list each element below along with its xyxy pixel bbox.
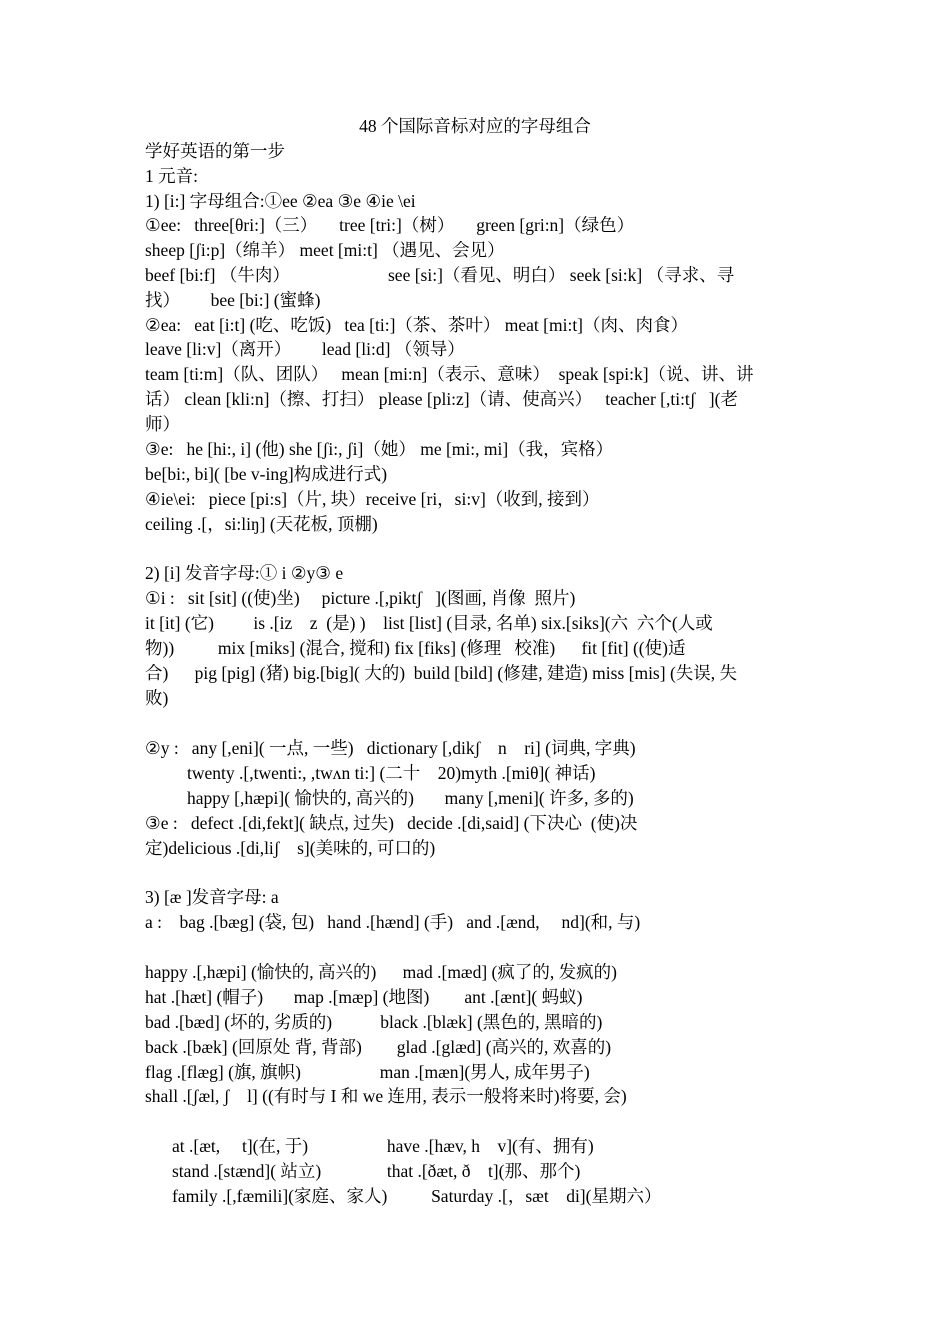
text-line: 话） clean [kli:n]（擦、打扫） please [pli:z]（请、使高兴） teacher [,ti:tʃ ](老 — [145, 389, 738, 409]
text-line: sheep [ʃi:p]（绵羊） meet [mi:t] （遇见、会见） — [145, 240, 505, 260]
text-line: at .[æt, t](在, 于) have .[hæv, h v](有、拥有) — [172, 1136, 594, 1156]
text-line: ④ie\ei: piece [pi:s]（片, 块）receive [ri，si:v]（收到, 接到） — [145, 489, 600, 509]
text-line: back .[bæk] (回原处 背, 背部) glad .[glæd] (高兴的, 欢喜的) — [145, 1037, 612, 1057]
text-line: beef [bi:f] （牛肉） — [145, 265, 290, 285]
text-line: happy .[,hæpi] (愉快的, 高兴的) mad .[mæd] (疯了的, 发疯的) — [145, 962, 617, 982]
text-line: bad .[bæd] (坏的, 劣质的) black .[blæk] (黑色的, 黑暗的) — [145, 1012, 603, 1032]
text-line: 合) pig [pig] (猪) big.[big]( 大的) build [bild] (修建, 建造) miss [mis] (失误, 失 — [145, 663, 738, 683]
text-line: shall .[ʃæl, ʃ l] ((有时与 I 和 we 连用, 表示一般将来时)将要, 会) — [145, 1086, 627, 1106]
text-line: ②ea: eat [i:t] (吃、吃饭) tea [ti:]（茶、茶叶） meat [mi:t]（肉、肉食） — [145, 315, 689, 335]
text-line: 定)delicious .[di,liʃ s](美味的, 可口的) — [145, 838, 436, 858]
text-line: ceiling .[，si:liŋ] (天花板, 顶棚) — [145, 514, 378, 534]
text-line: 2) [i] 发音字母:① i ②y③ e — [145, 563, 344, 583]
text-line: 找） bee [bi:] (蜜蜂) — [145, 290, 321, 310]
text-line: a : bag .[bæg] (袋, 包) hand .[hænd] (手) and .[ænd, nd](和, 与) — [145, 912, 641, 932]
text-line: stand .[stænd]( 站立) that .[ðæt, ð t](那、那个) — [172, 1161, 581, 1181]
text-line: 1) [i:] 字母组合:①ee ②ea ③e ④ie \ei — [145, 191, 416, 211]
text-line: ③e: he [hi:, i] (他) she [ʃi:, ʃi]（她） me [mi:, mi]（我，宾格） — [145, 439, 614, 459]
text-line: flag .[flæg] (旗, 旗帜) man .[mæn](男人, 成年男子) — [145, 1062, 590, 1082]
text-line: 1 元音: — [145, 166, 198, 186]
text-line: ①ee: three[θri:]（三） tree [tri:]（树） green [gri:n]（绿色） — [145, 215, 635, 235]
document-title: 48 个国际音标对应的字母组合 — [359, 116, 591, 136]
text-line: leave [li:v]（离开） lead [li:d] （领导） — [145, 339, 465, 359]
text-line: family .[,fæmili](家庭、家人) Saturday .[，sæt di](星期六） — [172, 1186, 662, 1206]
text-line: happy [,hæpi]( 愉快的, 高兴的) many [,meni]( 许多, 多的) — [187, 788, 634, 808]
text-line: be[bi:, bi]( [be v-ing]构成进行式) — [145, 464, 388, 484]
text-line: 3) [æ ]发音字母: a — [145, 887, 279, 907]
text-line: ②y : any [,eni]( 一点, 一些) dictionary [,dikʃ n ri] (词典, 字典) — [145, 738, 636, 758]
text-line: ①i : sit [sit] ((使)坐) picture .[,piktʃ ](图画, 肖像 照片) — [145, 588, 576, 608]
text-line: 败) — [145, 688, 169, 708]
text-line: hat .[hæt] (帽子) map .[mæp] (地图) ant .[ænt]( 蚂蚁) — [145, 987, 583, 1007]
text-line: twenty .[,twenti:, ,twʌn ti:] (二十 20)myth .[miθ]( 神话) — [187, 763, 596, 783]
text-line: 学好英语的第一步 — [145, 141, 285, 161]
text-line: it [it] (它) is .[iz z (是) ) list [list] (目录, 名单) six.[siks](六 六个(人或 — [145, 613, 713, 633]
text-line: 师） — [145, 414, 180, 434]
text-line: ③e : defect .[di,fekt]( 缺点, 过失) decide .[di,said] (下决心 (使)决 — [145, 813, 638, 833]
text-line: see [si:]（看见、明白） seek [si:k] （寻求、寻 — [388, 265, 735, 285]
text-line: 物)) mix [miks] (混合, 搅和) fix [fiks] (修理 校准) fit [fit] ((使)适 — [145, 638, 686, 658]
text-line: team [ti:m]（队、团队） mean [mi:n]（表示、意味） speak [spi:k]（说、讲、讲 — [145, 364, 754, 384]
